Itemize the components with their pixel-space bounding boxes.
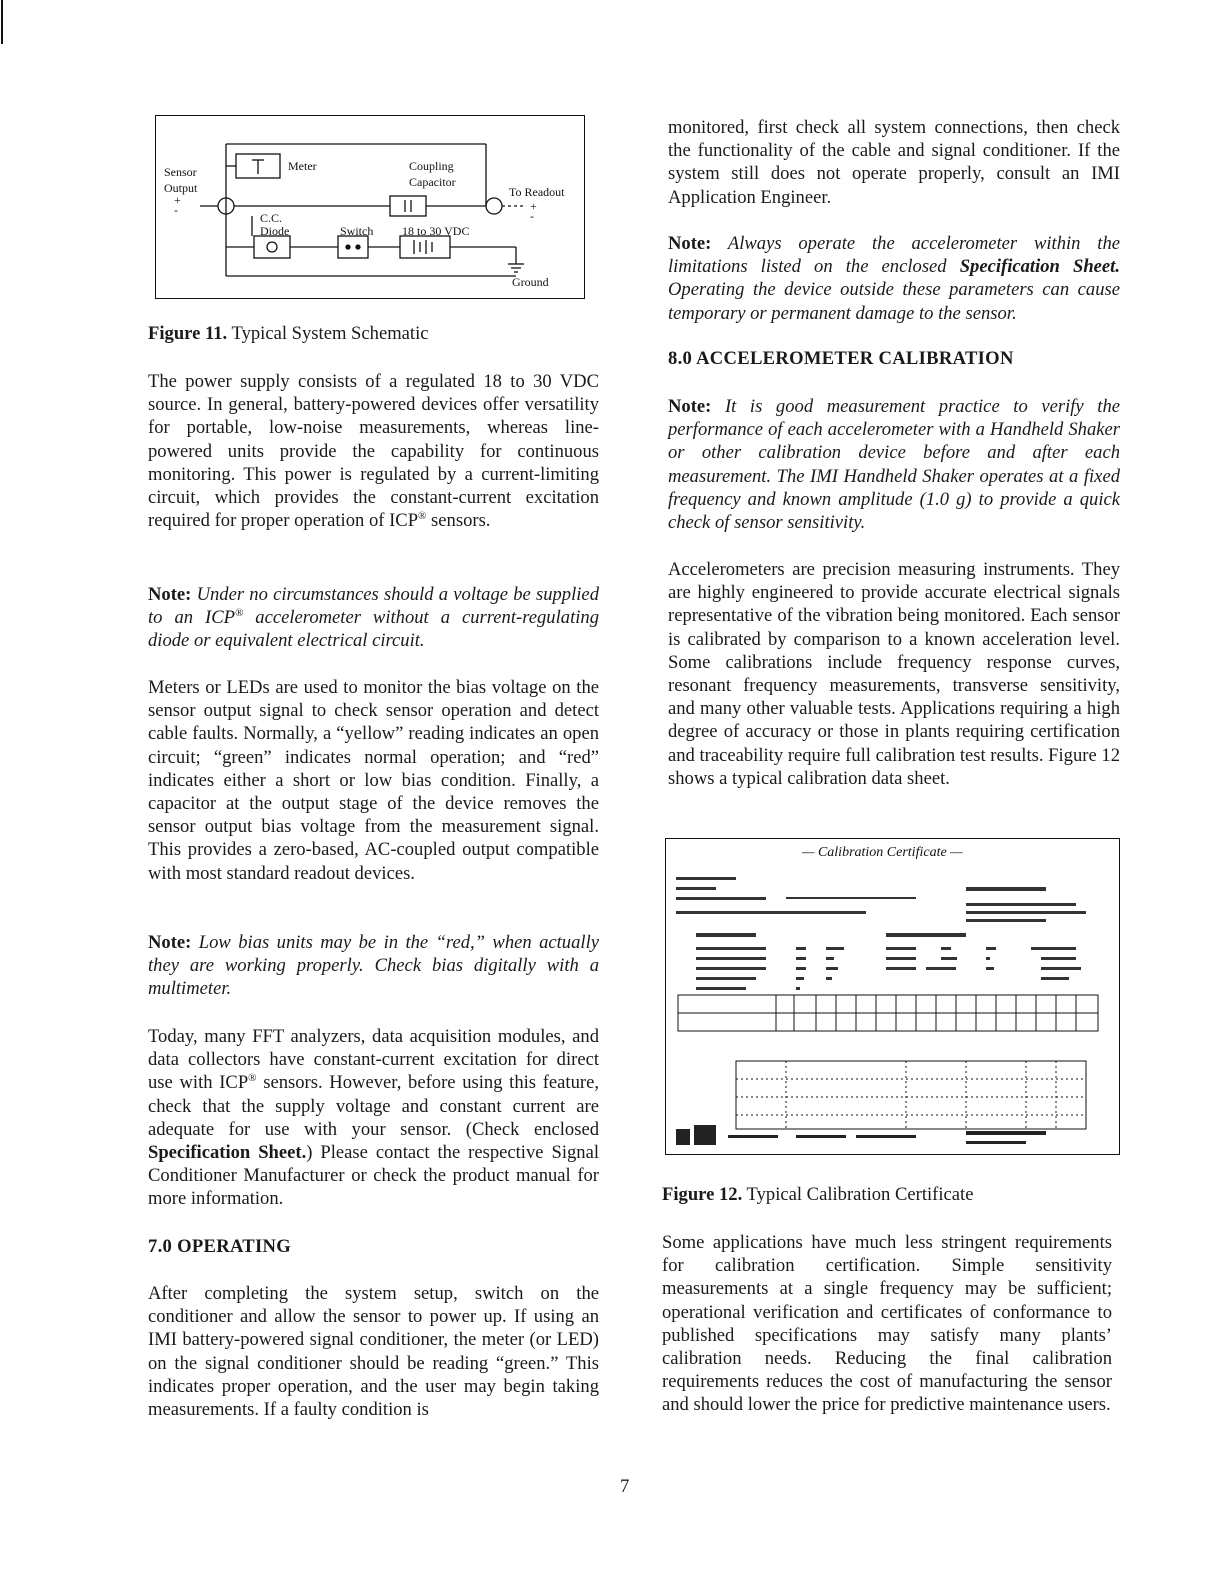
scan-edge-mark [1,0,3,44]
spec-sheet-ref: Specification Sheet. [959,256,1120,278]
note-text: Low bias units may be in the “red,” when actually they are working properly. Check bias digitally with a multimeter. [148,932,599,1000]
figure-11-caption [148,322,429,345]
spec-sheet-ref: Specification Sheet. [148,1142,307,1164]
section-heading-calibration: 8.0 ACCELEROMETER CALIBRATION [668,348,1014,369]
fft-text-a: Today, many FFT analyzers, data acquisition modules, and data collectors have constant-current excitation for direct use with ICP [148,1026,599,1094]
note-no-voltage [148,583,599,653]
certificate-title: — Calibration Certificate — [802,845,963,860]
meters-leds-paragraph: Meters or LEDs are used to monitor the bias voltage on the sensor output signal to check sensor operation and detect cable faults. Normally, a “yellow” reading indicates an open circuit; “green” indicates normal operation; and “red” indicates either a short or low bias condition. Finally, a capacitor at the output stage of the device removes the sensor output bias voltage from the measurement signal. This provides a zero-based, AC-coupled output compatible with most standard readout devices. [148,677,599,884]
label-to-readout: To Readout [509,185,565,199]
figure-11-caption-label: Figure 11. [148,323,228,344]
power-supply-text-end: sensors. [426,510,491,532]
label-vdc: 18 to 30 VDC [402,224,470,238]
figure-12-caption [662,1183,973,1206]
label-coupling: Coupling [409,159,454,173]
label-cc: C.C. [260,211,283,225]
label-capacitor: Capacitor [409,175,456,189]
schematic-drawing [156,116,584,298]
label-sensor: Sensor [164,165,197,179]
page-number: 7 [620,1476,630,1497]
label-switch: Switch [340,224,374,238]
figure-12-caption-label: Figure 12. [662,1184,743,1205]
note-label: Note: [148,932,192,953]
figure-12-certificate [665,838,1120,1155]
fft-text-c: ) Please contact the respective Signal Conditioner Manufacturer or check the product manual for more information. [148,1142,599,1210]
section-heading-operating: 7.0 OPERATING [148,1236,292,1257]
figure-11-schematic [155,115,585,299]
accelerometers-paragraph: Accelerometers are precision measuring instruments. They are highly engineered to provide accurate electrical signals representative of the vibration being monitored. Each sensor is calibrated by comparison to a known acceleration level. Some calibrations include frequency response curves, resonant frequency measurements, transverse sensitivity, and many other valuable tests. Applications requiring a high degree of accuracy or those in plants requiring certification and traceability require full calibration test results. Figure 12 shows a typical calibration data sheet. [668,559,1120,789]
note-calibration-practice [668,395,1120,534]
note-label: Note: [148,584,192,605]
figure-11-caption-text: Typical System Schematic [227,323,429,344]
note-operate-limits [668,232,1120,325]
label-minus-right: - [530,209,534,223]
fft-analyzers-paragraph [148,1025,599,1211]
registered-mark: ® [248,1072,257,1085]
note-label: Note: [668,396,712,417]
note-label: Note: [668,233,712,254]
note-text: It is good measurement practice to verify the performance of each accelerometer with a Handheld Shaker or other calibration device before and after each measurement. The IMI Handheld Shaker operates at a fixed frequency and known amplitude (1.0 g) to provide a quick check of sensor sensitivity. [668,396,1120,534]
registered-mark: ® [418,510,427,523]
power-supply-paragraph [148,370,599,532]
operating-paragraph: After completing the system setup, switch on the conditioner and allow the sensor to power up. If using an IMI battery-powered signal conditioner, the meter (or LED) on the signal conditioner should be reading “green.” This indicates proper operation, and the user may begin taking measurements. If a faulty condition is [148,1283,599,1421]
figure-12-caption-text: Typical Calibration Certificate [742,1184,974,1205]
label-plus-right: + [530,199,537,213]
note-text-end: Operating the device outside these parameters can cause temporary or permanent damage to the sensor. [668,279,1120,324]
note-text: Always operate the accelerometer within the limitations listed on the enclosed [668,233,1120,278]
note-low-bias [148,931,599,1001]
fft-text-b: sensors. However, before using this feature, check that the supply voltage and constant current are adequate for use with your sensor. (Check enclosed [148,1072,599,1140]
monitored-paragraph: monitored, first check all system connections, then check the functionality of the cable and signal conditioner. If the system still does not operate properly, consult an IMI Application Engineer. [668,117,1120,208]
label-output: Output [164,181,198,195]
power-supply-text: The power supply consists of a regulated 18 to 30 VDC source. In general, battery-powered devices offer versatility for portable, low-noise measurements, whereas line-powered units provide the capability for continuous monitoring. This power is regulated by a current-limiting circuit, which provides the constant-current excitation required for proper operation of ICP [148,371,599,532]
note-text: Under no circumstances should a voltage be supplied to an ICP [148,584,599,629]
certificate-drawing [666,839,1119,1154]
registered-mark: ® [234,607,244,620]
label-minus-left: - [174,203,178,217]
label-plus-left: + [174,193,181,207]
label-meter: Meter [288,159,317,173]
applications-paragraph: Some applications have much less stringent requirements for calibration certification. Simple sensitivity measurements at a single frequency may be sufficient; operational verification and certificates of conformance to published specifications may satisfy many plants’ calibration needs. Reducing the final calibration requirements reduces the cost of manufacturing the sensor and should lower the price for predictive maintenance users. [662,1232,1112,1416]
label-ground: Ground [512,275,549,289]
label-diode: Diode [260,224,290,238]
note-text-end: accelerometer without a current-regulating diode or equivalent electrical circuit. [148,607,599,652]
